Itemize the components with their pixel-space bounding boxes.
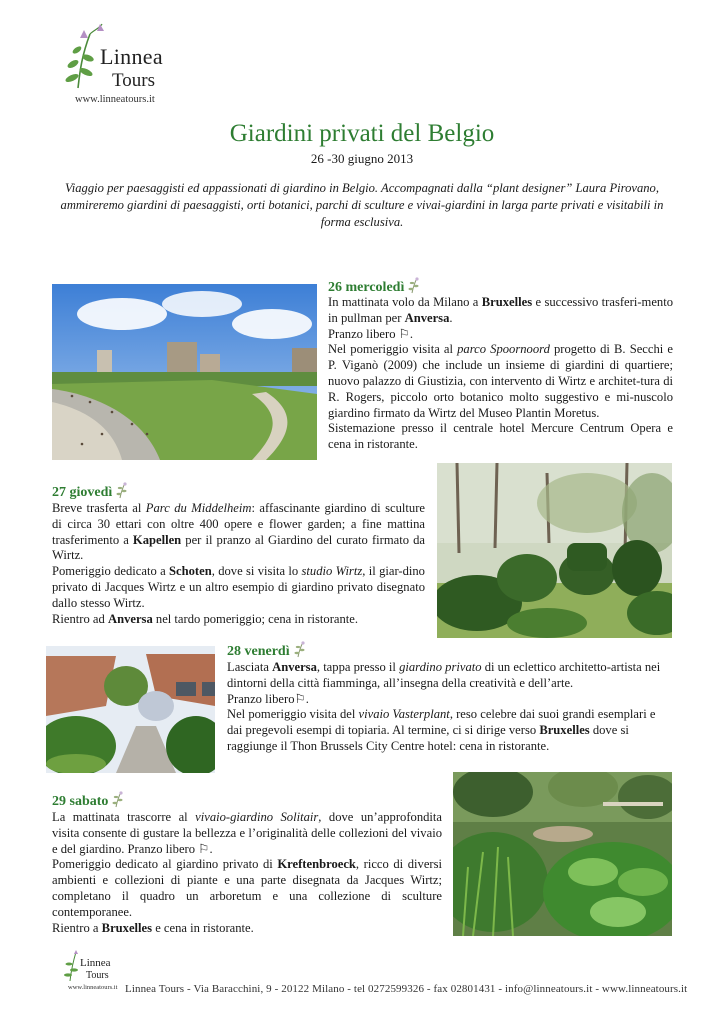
day-27-heading (52, 481, 129, 501)
intro-paragraph: Viaggio per paesaggisti ed appassionati di giardino in Belgio. Accompagnati dalla “plant designer” Laura Pirovano, ammireremo giardini di paesaggisti, orti botanici, parchi di sculture e vivai-giardini in larga parte privati e visitabili in forma esclusiva. (60, 181, 664, 229)
day-29-heading-text: 29 sabato (52, 794, 109, 809)
logo-url[interactable]: www.linneatours.it (75, 94, 155, 105)
page-title: Giardini privati del Belgio (229, 120, 495, 147)
day-28-heading-text: 28 venerdì (227, 644, 290, 659)
footer-logo-brand: Linnea (80, 957, 111, 969)
photo-park-spoornoord (52, 284, 317, 460)
flower-sprig-icon (62, 948, 82, 982)
day-27-text: Breve trasferta al Parc du Middelheim: affascinante giardino di sculture di circa 30 ettari con oltre 400 opere e flower garden; a fine mattina trasferimento a Kapellen per il pranzo al Giardino del curato firmato da Wirtz. Pomeriggio dedicato a Schoten, dove si visita lo studio Wirtz, il giar-dino privato di Jacques Wirtz e un altro esempio di giardino privato disegnato dallo stesso Wirtz. Rientro ad Anversa nel tardo pomeriggio; cena in ristorante. (52, 501, 425, 626)
day-29-heading (52, 790, 125, 810)
trip-dates: 26 -30 giugno 2013 (310, 151, 414, 166)
day-26-text: In mattinata volo da Milano a Bruxelles e successivo trasferi-mento in pullman per Anversa. Pranzo libero ⚐. Nel pomeriggio visita al parco Spoornoord progetto di B. Secchi e P. Viganò (2009) che include un insieme di giardini di quartiere; nuovo palazzo di Giustizia, con intervento di Wirtz e architet-tura di R. Rogers, piccolo orto botanico molto suggestivo e mi-nuscolo giardino firmato da Wirtz del Museo Plantin Moretus. Sistemazione presso il centrale hotel Mercure Centrum Opera e cena in ristorante. (328, 295, 674, 452)
sprig-icon (407, 276, 421, 294)
logo-brand: Linnea (100, 44, 163, 69)
logo-brand-tours: Tours (112, 70, 156, 91)
footer-contact-line: Linnea Tours - Via Baracchini, 9 - 20122 Milano - tel 0272599326 - fax 02801431 - info@linneatours.it - www.linneatours.it (125, 983, 688, 995)
day-26-heading (328, 276, 421, 296)
sprig-icon (115, 481, 129, 499)
photo-private-garden (46, 646, 215, 773)
footer-logo-url: www.linneatours.it (68, 984, 118, 991)
day-26-heading-text: 26 mercoledì (328, 280, 405, 295)
sprig-icon (293, 640, 307, 658)
footer-logo (62, 948, 124, 998)
day-28-heading (227, 640, 307, 660)
photo-topiary-garden (437, 463, 672, 638)
day-27-heading-text: 27 giovedì (52, 485, 113, 500)
photo-nursery-garden (453, 772, 672, 936)
footer-logo-tours: Tours (86, 970, 109, 981)
day-28-text: Lasciata Anversa, tappa presso il giardino privato di un eclettico architetto-artista nei dintorni della città fiamminga, all’insegna della creatività e dell’arte. Pranzo libero⚐. Nel pomeriggio visita del vivaio Vasterplant, reso celebre dai suoi grandi esemplari e dai pregevoli esempi di topiaria. Al termine, ci si dirige verso Bruxelles dove si raggiunge il Thon Brussels City Centre hotel: cena in ristorante. (227, 660, 661, 753)
sprig-icon (111, 790, 125, 808)
day-29-text: La mattinata trascorre al vivaio-giardino Solitair, dove un’approfondita visita consente di gustare la bellezza e l’originalità delle collezioni del vivaio e del giardino. Pranzo libero ⚐. Pomeriggio dedicato al giardino privato di Kreftenbroeck, ricco di diversi ambienti e collezioni di piante e una parte disegnata da Jacques Wirtz; completano il quadro un arboretum e una collezione di sculture contemporanee. Rientro a Bruxelles e cena in ristorante. (52, 810, 443, 935)
